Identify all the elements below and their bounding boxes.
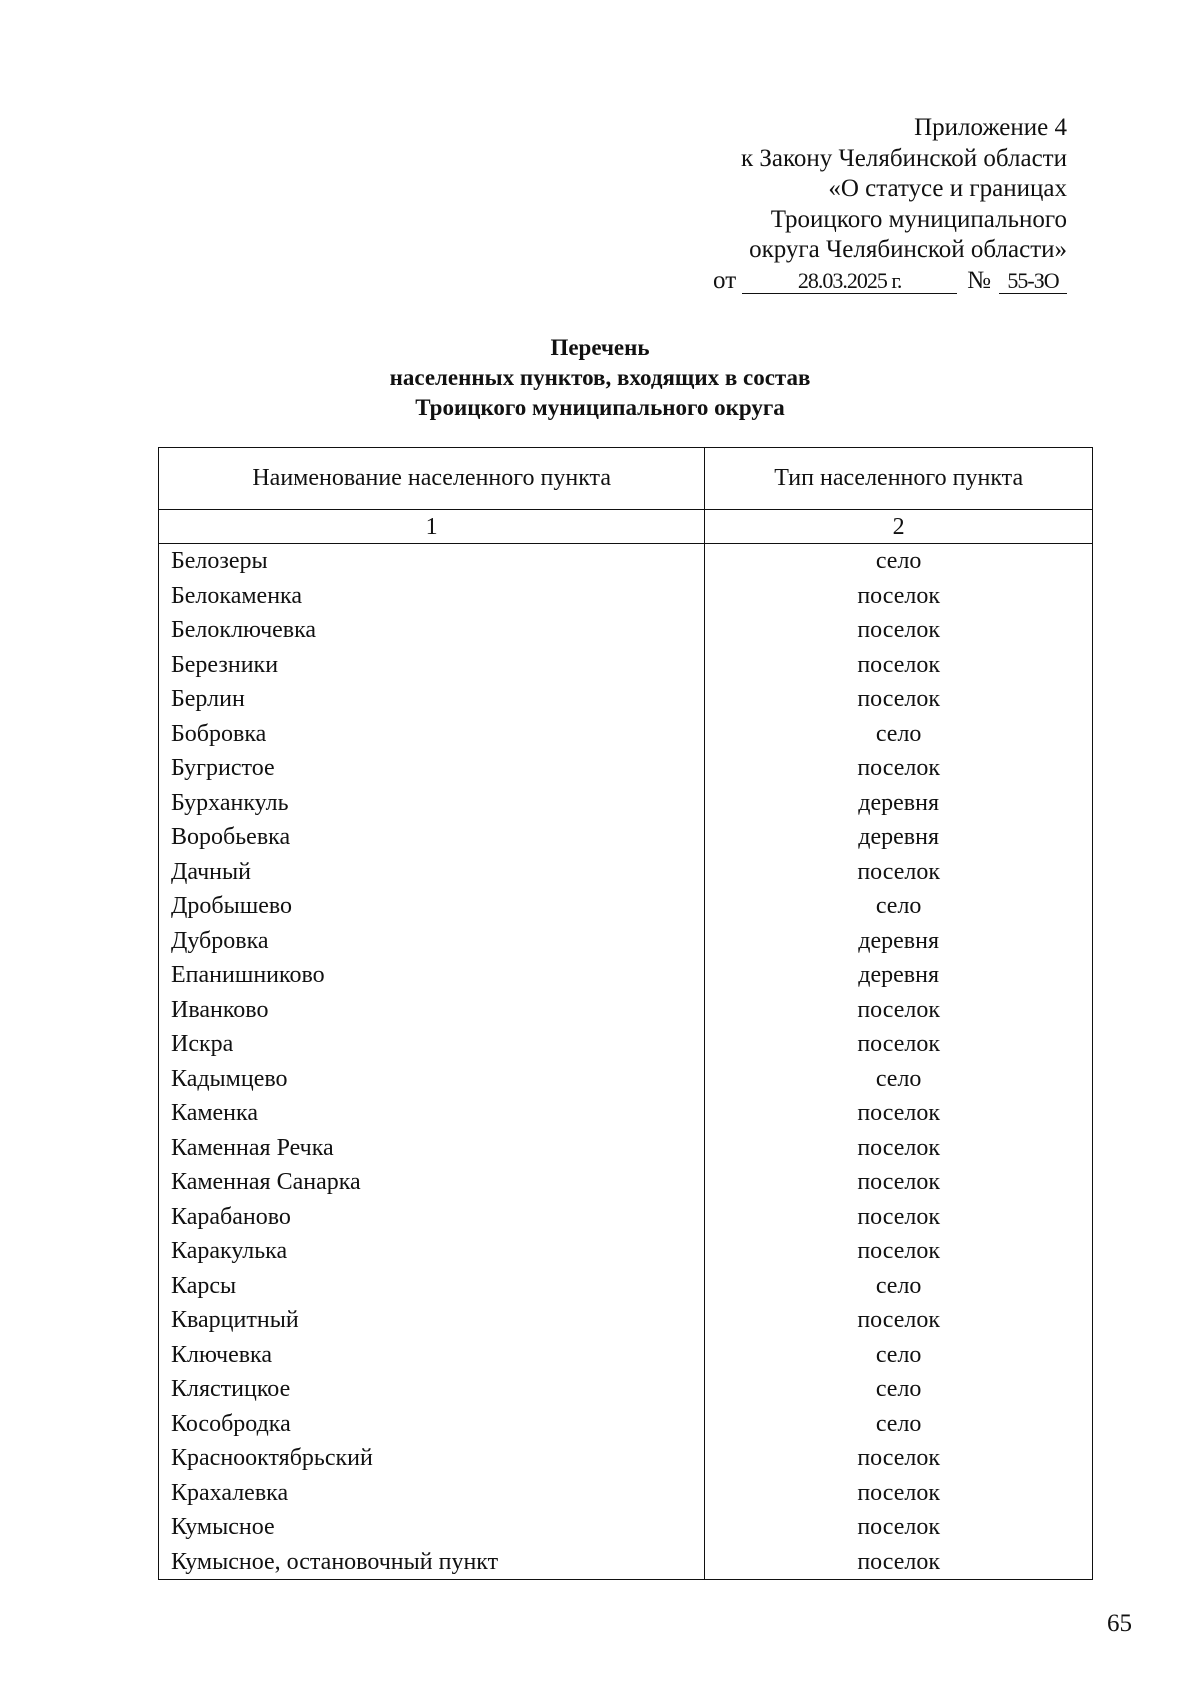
settlement-type: село [705, 1407, 1093, 1442]
table-row [159, 1407, 1093, 1442]
title-line-3: Троицкого муниципального округа [415, 395, 785, 420]
settlement-type: село [705, 889, 1093, 924]
table-row [159, 1545, 1093, 1580]
table-row [159, 958, 1093, 993]
settlement-name: Кумысное [159, 1510, 705, 1545]
settlement-type: деревня [705, 958, 1093, 993]
settlement-type: деревня [705, 924, 1093, 959]
table-row [159, 1062, 1093, 1097]
settlement-type: поселок [705, 993, 1093, 1028]
law-number: 55-ЗО [999, 269, 1067, 294]
settlement-name: Бобровка [159, 717, 705, 752]
settlement-name: Каменка [159, 1096, 705, 1131]
table-row [159, 924, 1093, 959]
settlement-name: Воробьевка [159, 820, 705, 855]
table-row [159, 1338, 1093, 1373]
settlement-name: Каракулька [159, 1234, 705, 1269]
settlement-name: Кварцитный [159, 1303, 705, 1338]
settlement-name: Белокаменка [159, 579, 705, 614]
settlement-type: поселок [705, 613, 1093, 648]
settlement-type: деревня [705, 820, 1093, 855]
number-label: № [967, 266, 991, 294]
table-row [159, 1200, 1093, 1235]
settlement-type: деревня [705, 786, 1093, 821]
table-row [159, 751, 1093, 786]
appendix-line-3: «О статусе и границах [828, 175, 1067, 202]
date-label: от [713, 266, 737, 294]
settlement-type: поселок [705, 1476, 1093, 1511]
settlement-name: Каменная Санарка [159, 1165, 705, 1200]
settlement-name: Белозеры [159, 544, 705, 579]
settlement-name: Белоключевка [159, 613, 705, 648]
table-header-row [159, 448, 1093, 510]
table-row [159, 855, 1093, 890]
table-row [159, 820, 1093, 855]
settlement-name: Епанишниково [159, 958, 705, 993]
table-row [159, 682, 1093, 717]
appendix-line-1: Приложение 4 [914, 114, 1067, 141]
header-settlement-name: Наименование населенного пункта [159, 448, 705, 510]
settlement-type: поселок [705, 1303, 1093, 1338]
settlement-type: поселок [705, 1200, 1093, 1235]
settlement-type: село [705, 1062, 1093, 1097]
settlement-type: поселок [705, 1545, 1093, 1580]
settlement-name: Дубровка [159, 924, 705, 959]
settlement-name: Карсы [159, 1269, 705, 1304]
law-date-number-line [713, 266, 1067, 297]
header-settlement-type: Тип населенного пункта [705, 448, 1093, 510]
table-row [159, 579, 1093, 614]
table-row [159, 1165, 1093, 1200]
settlement-type: село [705, 717, 1093, 752]
settlement-name: Иванково [159, 993, 705, 1028]
table-row [159, 889, 1093, 924]
column-number-1: 1 [159, 510, 705, 544]
settlements-table [158, 447, 1093, 1580]
settlement-type: поселок [705, 1131, 1093, 1166]
appendix-line-4: Троицкого муниципального [770, 205, 1067, 233]
settlement-type: село [705, 1372, 1093, 1407]
settlement-name: Кадымцево [159, 1062, 705, 1097]
settlement-name: Искра [159, 1027, 705, 1062]
table-row [159, 1510, 1093, 1545]
page-number: 65 [1107, 1610, 1132, 1637]
table-row [159, 1372, 1093, 1407]
settlement-type: село [705, 544, 1093, 579]
settlement-name: Клястицкое [159, 1372, 705, 1407]
table-row [159, 613, 1093, 648]
settlement-type: поселок [705, 1441, 1093, 1476]
settlement-name: Крахалевка [159, 1476, 705, 1511]
table-body [159, 544, 1093, 1580]
settlement-name: Кособродка [159, 1407, 705, 1442]
law-date: 28.03.2025 г. [742, 269, 957, 294]
settlement-type: поселок [705, 1165, 1093, 1200]
table-row [159, 1303, 1093, 1338]
settlement-type: поселок [705, 1510, 1093, 1545]
title-line-1: Перечень [550, 335, 650, 360]
table-row [159, 1476, 1093, 1511]
table-row [159, 993, 1093, 1028]
table-row [159, 786, 1093, 821]
table-row [159, 1131, 1093, 1166]
appendix-line-2: к Закону Челябинской области [741, 144, 1067, 172]
settlement-type: село [705, 1269, 1093, 1304]
settlement-name: Дачный [159, 855, 705, 890]
settlement-type: поселок [705, 648, 1093, 683]
table-row [159, 544, 1093, 579]
settlement-type: поселок [705, 1234, 1093, 1269]
settlement-name: Карабаново [159, 1200, 705, 1235]
appendix-line-5: округа Челябинской области» [749, 236, 1067, 263]
settlement-type: поселок [705, 751, 1093, 786]
table-row [159, 1027, 1093, 1062]
settlement-type: село [705, 1338, 1093, 1373]
settlement-name: Краснооктябрьский [159, 1441, 705, 1476]
settlement-name: Ключевка [159, 1338, 705, 1373]
settlement-name: Бурханкуль [159, 786, 705, 821]
settlement-name: Березники [159, 648, 705, 683]
document-title [0, 333, 1200, 423]
settlement-name: Бугристое [159, 751, 705, 786]
table-row [159, 1441, 1093, 1476]
table-row [159, 717, 1093, 752]
column-number-2: 2 [705, 510, 1093, 544]
settlement-name: Кумысное, остановочный пункт [159, 1545, 705, 1580]
appendix-header [713, 113, 1067, 296]
settlement-type: поселок [705, 1096, 1093, 1131]
settlement-type: поселок [705, 1027, 1093, 1062]
table-row [159, 1269, 1093, 1304]
column-number-row [159, 510, 1093, 544]
settlement-name: Дробышево [159, 889, 705, 924]
table-row [159, 648, 1093, 683]
settlement-type: поселок [705, 579, 1093, 614]
settlement-name: Берлин [159, 682, 705, 717]
settlement-type: поселок [705, 682, 1093, 717]
settlement-type: поселок [705, 855, 1093, 890]
table-row [159, 1096, 1093, 1131]
title-line-2: населенных пунктов, входящих в состав [389, 365, 811, 390]
settlement-name: Каменная Речка [159, 1131, 705, 1166]
table-row [159, 1234, 1093, 1269]
